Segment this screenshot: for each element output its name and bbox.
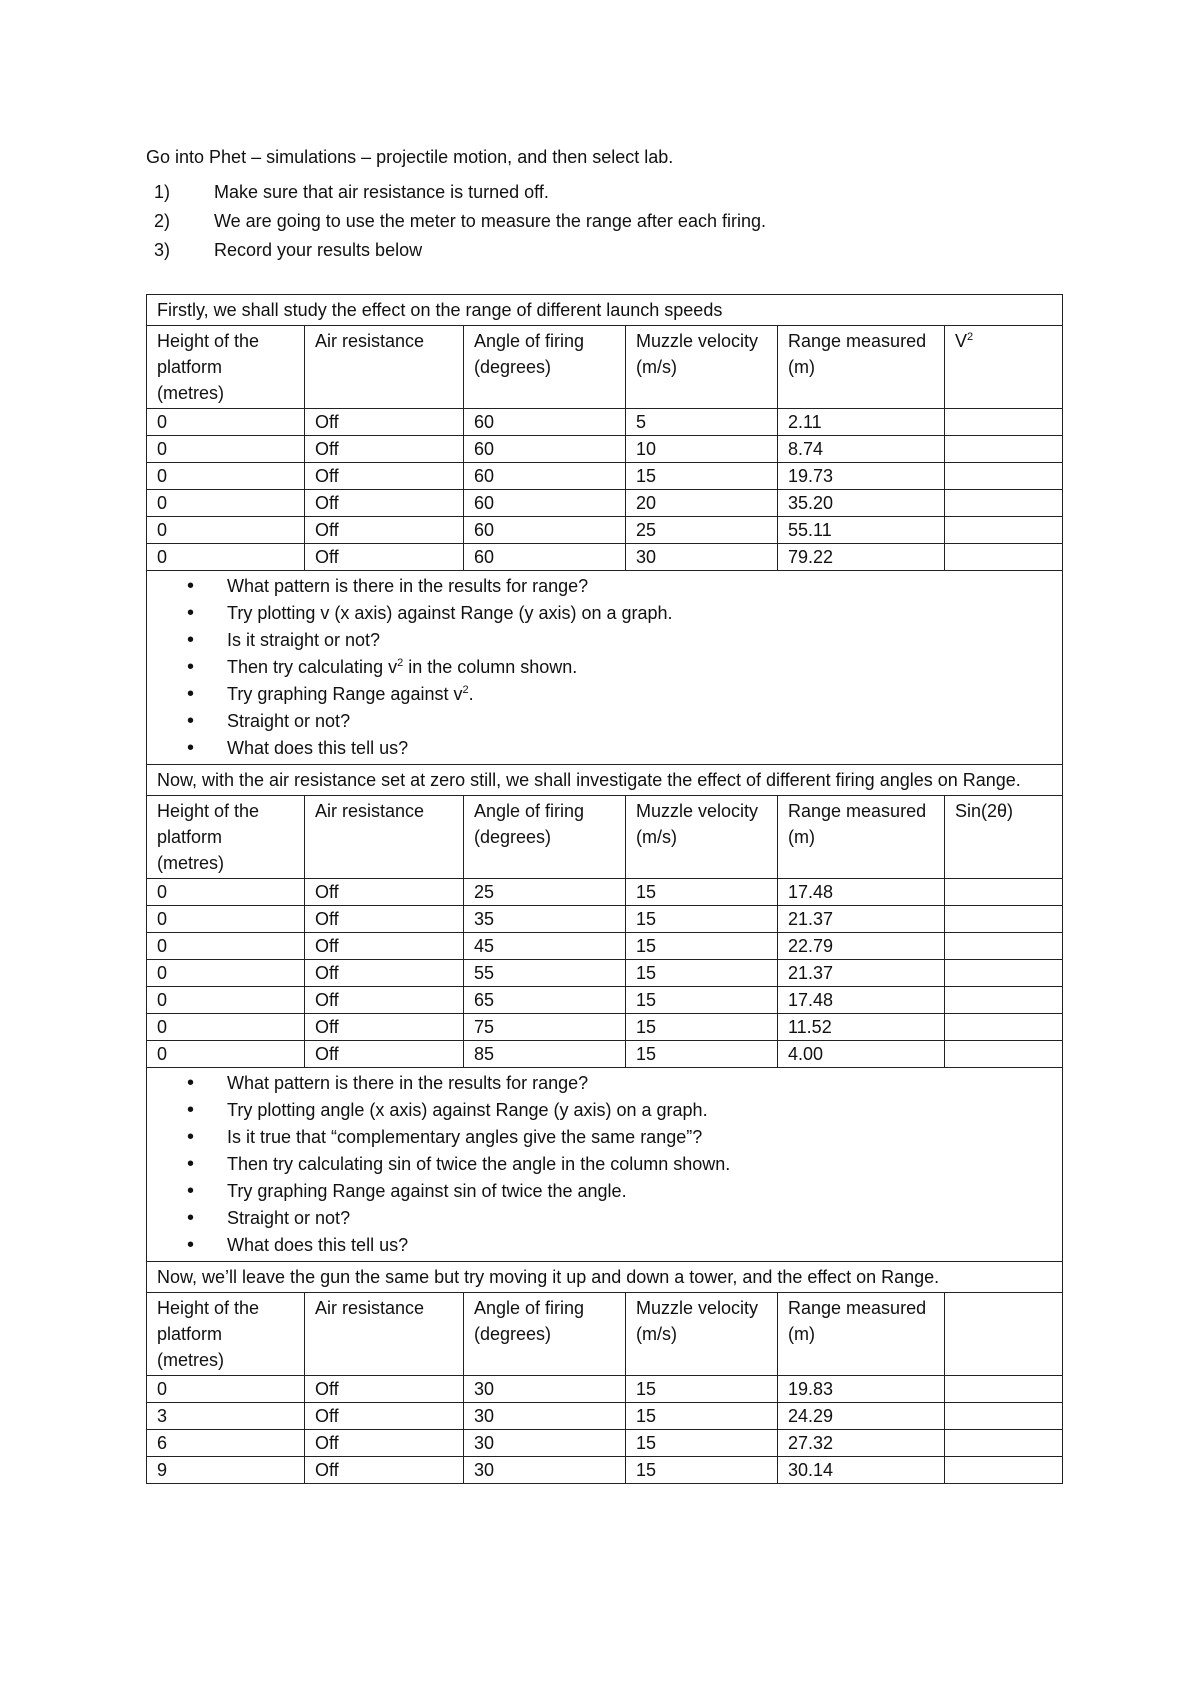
cell-angle: 55 — [464, 960, 626, 987]
note-item: • What does this tell us? — [227, 735, 1052, 762]
cell-empty[interactable] — [945, 436, 1063, 463]
cell-air: Off — [305, 1430, 464, 1457]
cell-air: Off — [305, 544, 464, 571]
cell-velocity: 15 — [626, 906, 778, 933]
v-squared-base: V — [955, 331, 968, 351]
cell-air: Off — [305, 409, 464, 436]
cell-height: 0 — [147, 463, 305, 490]
cell-velocity: 15 — [626, 463, 778, 490]
header-height: Height of the platform (metres) — [147, 796, 305, 879]
cell-air: Off — [305, 1403, 464, 1430]
cell-height: 0 — [147, 1376, 305, 1403]
cell-range: 79.22 — [778, 544, 945, 571]
header-sin-2theta: Sin(2θ) — [945, 796, 1063, 879]
cell-height: 6 — [147, 1430, 305, 1457]
table-row — [147, 1014, 1063, 1041]
v-squared-sup: 2 — [967, 331, 974, 343]
cell-angle: 30 — [464, 1430, 626, 1457]
cell-height: 0 — [147, 987, 305, 1014]
note-item: • Is it straight or not? — [227, 627, 1052, 654]
table-row — [147, 1041, 1063, 1068]
cell-range: 30.14 — [778, 1457, 945, 1484]
cell-air: Off — [305, 1457, 464, 1484]
cell-velocity: 15 — [626, 1457, 778, 1484]
cell-range: 24.29 — [778, 1403, 945, 1430]
cell-range: 17.48 — [778, 879, 945, 906]
cell-height: 0 — [147, 544, 305, 571]
table-row — [147, 933, 1063, 960]
cell-height: 0 — [147, 906, 305, 933]
table-row — [147, 987, 1063, 1014]
cell-range: 19.73 — [778, 463, 945, 490]
table-row — [147, 1403, 1063, 1430]
cell-velocity: 15 — [626, 1014, 778, 1041]
cell-air: Off — [305, 517, 464, 544]
note-item: • Try plotting v (x axis) against Range (y axis) on a graph. — [227, 600, 1052, 627]
cell-range: 55.11 — [778, 517, 945, 544]
table-row — [147, 409, 1063, 436]
cell-air: Off — [305, 879, 464, 906]
cell-height: 0 — [147, 436, 305, 463]
step-text: Record your results below — [214, 240, 423, 260]
section1-notes — [147, 571, 1063, 765]
header-angle: Angle of firing (degrees) — [464, 1293, 626, 1376]
cell-empty[interactable] — [945, 1376, 1063, 1403]
cell-empty[interactable] — [945, 517, 1063, 544]
header-row — [147, 1293, 1063, 1376]
table-row — [147, 490, 1063, 517]
table-row — [147, 1430, 1063, 1457]
table-row — [147, 1376, 1063, 1403]
cell-angle: 60 — [464, 490, 626, 517]
cell-velocity: 15 — [626, 1403, 778, 1430]
header-velocity: Muzzle velocity (m/s) — [626, 326, 778, 409]
section2-notes — [147, 1068, 1063, 1262]
cell-range: 22.79 — [778, 933, 945, 960]
note-text: Try graphing Range against v — [227, 684, 463, 704]
cell-angle: 60 — [464, 463, 626, 490]
table-row — [147, 960, 1063, 987]
cell-empty[interactable] — [945, 1403, 1063, 1430]
header-air-resistance: Air resistance — [305, 326, 464, 409]
header-range: Range measured (m) — [778, 1293, 945, 1376]
cell-empty[interactable] — [945, 463, 1063, 490]
cell-angle: 25 — [464, 879, 626, 906]
note-text: . — [468, 684, 474, 704]
cell-velocity: 10 — [626, 436, 778, 463]
header-angle: Angle of firing (degrees) — [464, 796, 626, 879]
cell-angle: 60 — [464, 517, 626, 544]
cell-angle: 85 — [464, 1041, 626, 1068]
cell-empty[interactable] — [945, 409, 1063, 436]
header-height: Height of the platform (metres) — [147, 1293, 305, 1376]
cell-air: Off — [305, 436, 464, 463]
cell-angle: 60 — [464, 544, 626, 571]
cell-air: Off — [305, 1014, 464, 1041]
note-item: • Is it true that “complementary angles give the same range”? — [227, 1124, 1052, 1151]
cell-velocity: 15 — [626, 960, 778, 987]
note-sup: 2 — [397, 657, 404, 669]
cell-empty[interactable] — [945, 1014, 1063, 1041]
cell-air: Off — [305, 987, 464, 1014]
note-text: Then try calculating v — [227, 657, 398, 677]
cell-height: 0 — [147, 517, 305, 544]
cell-height: 0 — [147, 1041, 305, 1068]
cell-air: Off — [305, 1376, 464, 1403]
header-range: Range measured (m) — [778, 796, 945, 879]
cell-height: 0 — [147, 933, 305, 960]
note-item: • Then try calculating sin of twice the angle in the column shown. — [227, 1151, 1052, 1178]
note-item: • What pattern is there in the results for range? — [227, 1070, 1052, 1097]
cell-range: 21.37 — [778, 960, 945, 987]
cell-velocity: 25 — [626, 517, 778, 544]
cell-velocity: 15 — [626, 1430, 778, 1457]
cell-range: 21.37 — [778, 906, 945, 933]
intro-line: Go into Phet – simulations – projectile motion, and then select lab. — [146, 147, 674, 167]
step-number: 2) — [154, 211, 171, 231]
cell-velocity: 15 — [626, 933, 778, 960]
cell-angle: 35 — [464, 906, 626, 933]
section1-title: Firstly, we shall study the effect on the range of different launch speeds — [147, 295, 1063, 326]
cell-air: Off — [305, 1041, 464, 1068]
cell-velocity: 15 — [626, 879, 778, 906]
cell-height: 0 — [147, 960, 305, 987]
notes-row — [147, 1068, 1063, 1262]
header-empty[interactable] — [945, 1293, 1063, 1376]
cell-air: Off — [305, 933, 464, 960]
note-item: • Straight or not? — [227, 708, 1052, 735]
cell-range: 35.20 — [778, 490, 945, 517]
cell-empty[interactable] — [945, 933, 1063, 960]
table-row — [147, 879, 1063, 906]
header-v-squared — [945, 326, 1063, 409]
cell-velocity: 15 — [626, 1041, 778, 1068]
table-row — [147, 463, 1063, 490]
cell-velocity: 20 — [626, 490, 778, 517]
step-item — [146, 181, 1046, 203]
note-item — [227, 681, 1052, 708]
cell-velocity: 15 — [626, 987, 778, 1014]
step-item — [146, 210, 1046, 232]
steps-list — [146, 181, 1046, 261]
header-air-resistance: Air resistance — [305, 1293, 464, 1376]
cell-angle: 60 — [464, 436, 626, 463]
step-text: We are going to use the meter to measure the range after each firing. — [214, 211, 766, 231]
note-item: • Straight or not? — [227, 1205, 1052, 1232]
step-text: Make sure that air resistance is turned off. — [214, 182, 549, 202]
cell-velocity: 5 — [626, 409, 778, 436]
header-velocity: Muzzle velocity (m/s) — [626, 796, 778, 879]
cell-empty[interactable] — [945, 987, 1063, 1014]
note-item: • What pattern is there in the results for range? — [227, 573, 1052, 600]
cell-angle: 45 — [464, 933, 626, 960]
table-row — [147, 906, 1063, 933]
table-row — [147, 544, 1063, 571]
step-item — [146, 239, 1046, 261]
cell-air: Off — [305, 490, 464, 517]
cell-height: 0 — [147, 1014, 305, 1041]
cell-angle: 65 — [464, 987, 626, 1014]
cell-height: 0 — [147, 409, 305, 436]
header-range: Range measured (m) — [778, 326, 945, 409]
cell-air: Off — [305, 463, 464, 490]
cell-empty[interactable] — [945, 1430, 1063, 1457]
cell-angle: 30 — [464, 1376, 626, 1403]
header-row — [147, 796, 1063, 879]
cell-empty[interactable] — [945, 960, 1063, 987]
cell-empty[interactable] — [945, 879, 1063, 906]
note-text: in the column shown. — [403, 657, 578, 677]
cell-range: 27.32 — [778, 1430, 945, 1457]
notes-row — [147, 571, 1063, 765]
note-item: • Try graphing Range against sin of twice the angle. — [227, 1178, 1052, 1205]
cell-empty[interactable] — [945, 544, 1063, 571]
header-angle: Angle of firing (degrees) — [464, 326, 626, 409]
cell-empty[interactable] — [945, 1041, 1063, 1068]
cell-range: 17.48 — [778, 987, 945, 1014]
note-item — [227, 654, 1052, 681]
cell-angle: 30 — [464, 1457, 626, 1484]
table-row — [147, 1457, 1063, 1484]
header-velocity: Muzzle velocity (m/s) — [626, 1293, 778, 1376]
cell-angle: 30 — [464, 1403, 626, 1430]
step-number: 1) — [154, 182, 171, 202]
header-row — [147, 326, 1063, 409]
header-air-resistance: Air resistance — [305, 796, 464, 879]
section2-title: Now, with the air resistance set at zero still, we shall investigate the effect of different firing angles on Range. — [147, 765, 1063, 796]
cell-range: 4.00 — [778, 1041, 945, 1068]
cell-empty[interactable] — [945, 490, 1063, 517]
note-item: • What does this tell us? — [227, 1232, 1052, 1259]
cell-air: Off — [305, 960, 464, 987]
cell-range: 2.11 — [778, 409, 945, 436]
cell-range: 19.83 — [778, 1376, 945, 1403]
cell-height: 0 — [147, 490, 305, 517]
table-row — [147, 436, 1063, 463]
cell-velocity: 15 — [626, 1376, 778, 1403]
section3-title: Now, we’ll leave the gun the same but try moving it up and down a tower, and the effect on Range. — [147, 1262, 1063, 1293]
cell-angle: 60 — [464, 409, 626, 436]
cell-height: 9 — [147, 1457, 305, 1484]
cell-empty[interactable] — [945, 1457, 1063, 1484]
cell-angle: 75 — [464, 1014, 626, 1041]
cell-range: 8.74 — [778, 436, 945, 463]
results-table — [146, 294, 1063, 1484]
cell-air: Off — [305, 906, 464, 933]
cell-range: 11.52 — [778, 1014, 945, 1041]
cell-height: 3 — [147, 1403, 305, 1430]
note-sup: 2 — [462, 684, 469, 696]
header-height: Height of the platform (metres) — [147, 326, 305, 409]
cell-velocity: 30 — [626, 544, 778, 571]
table-row — [147, 517, 1063, 544]
cell-height: 0 — [147, 879, 305, 906]
note-item: • Try plotting angle (x axis) against Range (y axis) on a graph. — [227, 1097, 1052, 1124]
cell-empty[interactable] — [945, 906, 1063, 933]
instructions — [146, 146, 1046, 268]
step-number: 3) — [154, 240, 171, 260]
